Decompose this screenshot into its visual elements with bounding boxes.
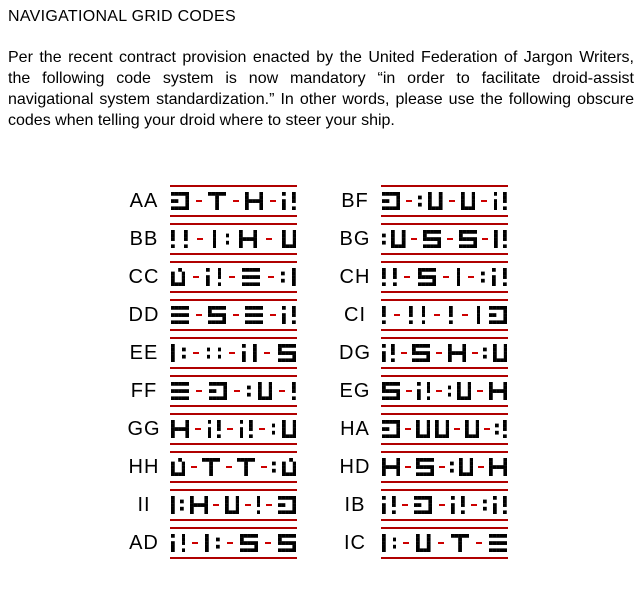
code-glyph-excl [409, 306, 413, 324]
code-glyph-T [237, 458, 255, 476]
code-glyph-bar [253, 344, 257, 362]
code-label: DG [339, 341, 371, 364]
code-glyph-excl [391, 344, 395, 362]
code-glyph-excl [218, 268, 222, 286]
code-glyph-i [171, 534, 175, 552]
code-glyph-colon [207, 344, 211, 362]
code-glyph-bar [292, 268, 296, 286]
glyph-separator-dash [234, 390, 240, 393]
code-row [126, 375, 297, 407]
code-row [126, 451, 297, 483]
code-label: BF [341, 189, 369, 212]
code-label: II [137, 493, 151, 516]
glyph-separator-dash [193, 276, 199, 279]
glyph-separator-dash [484, 428, 490, 431]
code-glyph-excl [184, 230, 188, 248]
glyph-separator-dash [226, 466, 232, 469]
glyph-separator-dash [481, 200, 487, 203]
code-pattern [381, 223, 508, 255]
code-row [337, 413, 508, 445]
glyph-separator-dash [406, 390, 412, 393]
glyph-separator-dash [229, 276, 235, 279]
glyph-separator-dash [439, 504, 445, 507]
code-glyph-U [416, 534, 430, 552]
code-glyph-S [278, 344, 296, 362]
glyph-separator-dash [270, 200, 276, 203]
code-glyph-colon [483, 344, 487, 362]
code-pattern [381, 261, 508, 293]
code-glyph-S [416, 458, 434, 476]
code-glyph-excl [171, 230, 175, 248]
glyph-separator-dash [191, 466, 197, 469]
code-pattern [170, 299, 297, 331]
code-glyph-colon [226, 230, 230, 248]
code-glyph-colon [393, 534, 397, 552]
code-glyph-U [428, 192, 442, 210]
code-glyph-S [418, 268, 436, 286]
code-label: IC [344, 531, 366, 554]
code-glyph-bar [494, 230, 498, 248]
glyph-separator-dash [436, 390, 442, 393]
code-label: CI [344, 303, 366, 326]
code-pattern [381, 299, 508, 331]
code-glyph-i [382, 496, 386, 514]
code-glyph-excl [257, 496, 261, 514]
glyph-separator-dash [245, 504, 251, 507]
code-glyph-i [382, 344, 386, 362]
code-label: CC [128, 265, 160, 288]
code-glyph-Ud [171, 458, 185, 476]
code-row [126, 413, 297, 445]
code-glyph-H [489, 458, 507, 476]
glyph-separator-dash [439, 466, 445, 469]
code-glyph-bar [171, 496, 175, 514]
glyph-separator-dash [405, 428, 411, 431]
code-pattern [170, 261, 297, 293]
glyph-separator-dash [394, 314, 400, 317]
code-glyph-i [451, 496, 455, 514]
code-glyph-excl [503, 420, 507, 438]
code-glyph-equiv [245, 306, 263, 324]
glyph-separator-dash [462, 314, 468, 317]
code-glyph-colon [272, 458, 276, 476]
code-glyph-revE [382, 192, 400, 210]
glyph-separator-dash [270, 314, 276, 317]
glyph-separator-dash [454, 428, 460, 431]
code-pattern [381, 337, 508, 369]
code-glyph-excl [422, 306, 426, 324]
code-glyph-excl [461, 496, 465, 514]
code-glyph-U [225, 496, 239, 514]
code-glyph-H [489, 382, 507, 400]
code-glyph-U [493, 344, 507, 362]
glyph-separator-dash [227, 542, 233, 545]
code-glyph-excl [292, 192, 296, 210]
code-row [337, 223, 508, 255]
glyph-separator-dash [443, 276, 449, 279]
code-label: GG [127, 417, 161, 440]
code-label: DD [128, 303, 160, 326]
code-pattern [170, 527, 297, 559]
code-pattern [170, 451, 297, 483]
glyph-separator-dash [279, 390, 285, 393]
code-glyph-revE [489, 306, 507, 324]
code-pattern [381, 527, 508, 559]
glyph-separator-dash [229, 352, 235, 355]
glyph-separator-dash [266, 504, 272, 507]
codes-column-right [337, 185, 508, 559]
code-pattern [381, 375, 508, 407]
code-glyph-excl [503, 192, 507, 210]
glyph-separator-dash [472, 352, 478, 355]
code-glyph-bar [171, 344, 175, 362]
code-glyph-U [258, 382, 272, 400]
code-glyph-H [382, 458, 400, 476]
code-glyph-bar [457, 268, 461, 286]
glyph-separator-dash [261, 466, 267, 469]
glyph-separator-dash [477, 390, 483, 393]
code-glyph-U [391, 230, 405, 248]
code-label: AD [129, 531, 159, 554]
code-glyph-colon [182, 344, 186, 362]
glyph-separator-dash [233, 200, 239, 203]
glyph-separator-dash [197, 238, 203, 241]
code-row [126, 299, 297, 331]
glyph-separator-dash [471, 504, 477, 507]
code-glyph-excl [449, 306, 453, 324]
code-glyph-U [435, 420, 449, 438]
code-row [337, 451, 508, 483]
code-glyph-revE [171, 192, 189, 210]
code-glyph-T [451, 534, 469, 552]
code-glyph-Ud [282, 458, 296, 476]
glyph-separator-dash [436, 352, 442, 355]
code-glyph-equiv [171, 382, 189, 400]
code-glyph-H [171, 420, 189, 438]
code-label: EG [339, 379, 371, 402]
glyph-separator-dash [192, 542, 198, 545]
code-glyph-bar [213, 230, 217, 248]
glyph-separator-dash [259, 428, 265, 431]
code-glyph-i [208, 420, 212, 438]
glyph-separator-dash [213, 504, 219, 507]
code-glyph-U [282, 230, 296, 248]
code-glyph-colon [272, 420, 276, 438]
code-glyph-equiv [489, 534, 507, 552]
code-glyph-U [459, 458, 473, 476]
glyph-separator-dash [411, 238, 417, 241]
code-glyph-i [206, 268, 210, 286]
glyph-separator-dash [438, 542, 444, 545]
code-glyph-excl [503, 230, 507, 248]
code-glyph-excl [503, 496, 507, 514]
code-glyph-revE [414, 496, 432, 514]
code-glyph-equiv [242, 268, 260, 286]
code-glyph-U [457, 382, 471, 400]
code-pattern [381, 413, 508, 445]
glyph-separator-dash [265, 542, 271, 545]
glyph-separator-dash [404, 276, 410, 279]
code-row [337, 299, 508, 331]
code-glyph-S [382, 382, 400, 400]
code-glyph-excl [292, 306, 296, 324]
code-glyph-T [202, 458, 220, 476]
code-glyph-bar [382, 534, 386, 552]
code-pattern [381, 489, 508, 521]
code-glyph-colon [418, 192, 422, 210]
code-glyph-excl [427, 382, 431, 400]
glyph-separator-dash [476, 542, 482, 545]
glyph-separator-dash [402, 504, 408, 507]
code-row [337, 527, 508, 559]
glyph-separator-dash [406, 200, 412, 203]
glyph-separator-dash [227, 428, 233, 431]
code-label: HH [128, 455, 160, 478]
code-glyph-S [208, 306, 226, 324]
code-glyph-excl [292, 382, 296, 400]
code-glyph-S [423, 230, 441, 248]
code-row [337, 337, 508, 369]
code-row [337, 261, 508, 293]
glyph-separator-dash [447, 238, 453, 241]
glyph-separator-dash [266, 238, 272, 241]
code-pattern [170, 223, 297, 255]
code-label: HA [340, 417, 370, 440]
code-glyph-i [240, 420, 244, 438]
page-title: NAVIGATIONAL GRID CODES [8, 8, 236, 25]
code-glyph-colon [180, 496, 184, 514]
glyph-separator-dash [195, 428, 201, 431]
code-glyph-i [282, 192, 286, 210]
code-pattern [170, 413, 297, 445]
code-glyph-excl [217, 420, 221, 438]
glyph-separator-dash [193, 352, 199, 355]
code-label: HD [339, 455, 371, 478]
glyph-separator-dash [401, 352, 407, 355]
glyph-separator-dash [264, 352, 270, 355]
code-row [126, 185, 297, 217]
code-label: CH [339, 265, 371, 288]
code-glyph-excl [392, 496, 396, 514]
code-pattern [170, 337, 297, 369]
glyph-separator-dash [196, 314, 202, 317]
code-pattern [170, 489, 297, 521]
code-label: BG [339, 227, 371, 250]
code-glyph-U [282, 420, 296, 438]
code-glyph-i [493, 496, 497, 514]
glyph-separator-dash [405, 466, 411, 469]
code-glyph-revE [209, 382, 227, 400]
code-glyph-equiv [171, 306, 189, 324]
code-glyph-excl [249, 420, 253, 438]
code-glyph-S [459, 230, 477, 248]
code-glyph-colon [281, 268, 285, 286]
code-row [126, 223, 297, 255]
code-glyph-S [412, 344, 430, 362]
code-glyph-colon [495, 420, 499, 438]
code-label: FF [130, 379, 158, 402]
code-glyph-U [461, 192, 475, 210]
code-label: IB [344, 493, 366, 516]
code-glyph-U [416, 420, 430, 438]
code-glyph-S [240, 534, 258, 552]
code-row [337, 185, 508, 217]
code-glyph-i [282, 306, 286, 324]
code-glyph-excl [382, 306, 386, 324]
code-glyph-H [190, 496, 208, 514]
code-row [126, 261, 297, 293]
code-label: AA [129, 189, 159, 212]
code-glyph-H [245, 192, 263, 210]
code-glyph-colon [218, 344, 222, 362]
code-row [337, 489, 508, 521]
code-row [126, 527, 297, 559]
glyph-separator-dash [196, 390, 202, 393]
grid-codes-table [126, 185, 508, 559]
code-glyph-colon [481, 268, 485, 286]
code-glyph-bar [477, 306, 481, 324]
code-pattern [381, 185, 508, 217]
intro-paragraph: Per the recent contract provision enacted by the United Federation of Jargon Writers, the following code system is now mandatory “in order to facilitate droid-assist navigational system standardization.” In other words, please use the following obscure codes when telling your droid where to steer your ship. [8, 49, 634, 129]
code-glyph-H [239, 230, 257, 248]
code-row [337, 375, 508, 407]
code-label: BB [129, 227, 159, 250]
glyph-separator-dash [403, 542, 409, 545]
glyph-separator-dash [449, 200, 455, 203]
glyph-separator-dash [268, 276, 274, 279]
code-glyph-excl [382, 268, 386, 286]
code-glyph-i [492, 268, 496, 286]
code-glyph-colon [483, 496, 487, 514]
code-glyph-revE [382, 420, 400, 438]
code-glyph-S [278, 534, 296, 552]
code-glyph-Ud [171, 268, 185, 286]
glyph-separator-dash [468, 276, 474, 279]
code-row [126, 337, 297, 369]
code-glyph-colon [247, 382, 251, 400]
code-glyph-colon [448, 382, 452, 400]
glyph-separator-dash [482, 238, 488, 241]
glyph-separator-dash [233, 314, 239, 317]
glyph-separator-dash [434, 314, 440, 317]
code-glyph-colon [382, 230, 386, 248]
code-glyph-H [448, 344, 466, 362]
code-glyph-excl [503, 268, 507, 286]
code-glyph-T [208, 192, 226, 210]
code-glyph-excl [393, 268, 397, 286]
glyph-separator-dash [478, 466, 484, 469]
code-pattern [170, 185, 297, 217]
code-row [126, 489, 297, 521]
code-glyph-U [465, 420, 479, 438]
code-label: EE [129, 341, 159, 364]
code-glyph-colon [450, 458, 454, 476]
code-pattern [170, 375, 297, 407]
code-glyph-i [417, 382, 421, 400]
code-glyph-colon [216, 534, 220, 552]
code-glyph-i [242, 344, 246, 362]
code-glyph-bar [205, 534, 209, 552]
glyph-separator-dash [196, 200, 202, 203]
codes-column-left [126, 185, 297, 559]
code-glyph-excl [182, 534, 186, 552]
code-pattern [381, 451, 508, 483]
code-glyph-revE [278, 496, 296, 514]
code-glyph-i [494, 192, 498, 210]
